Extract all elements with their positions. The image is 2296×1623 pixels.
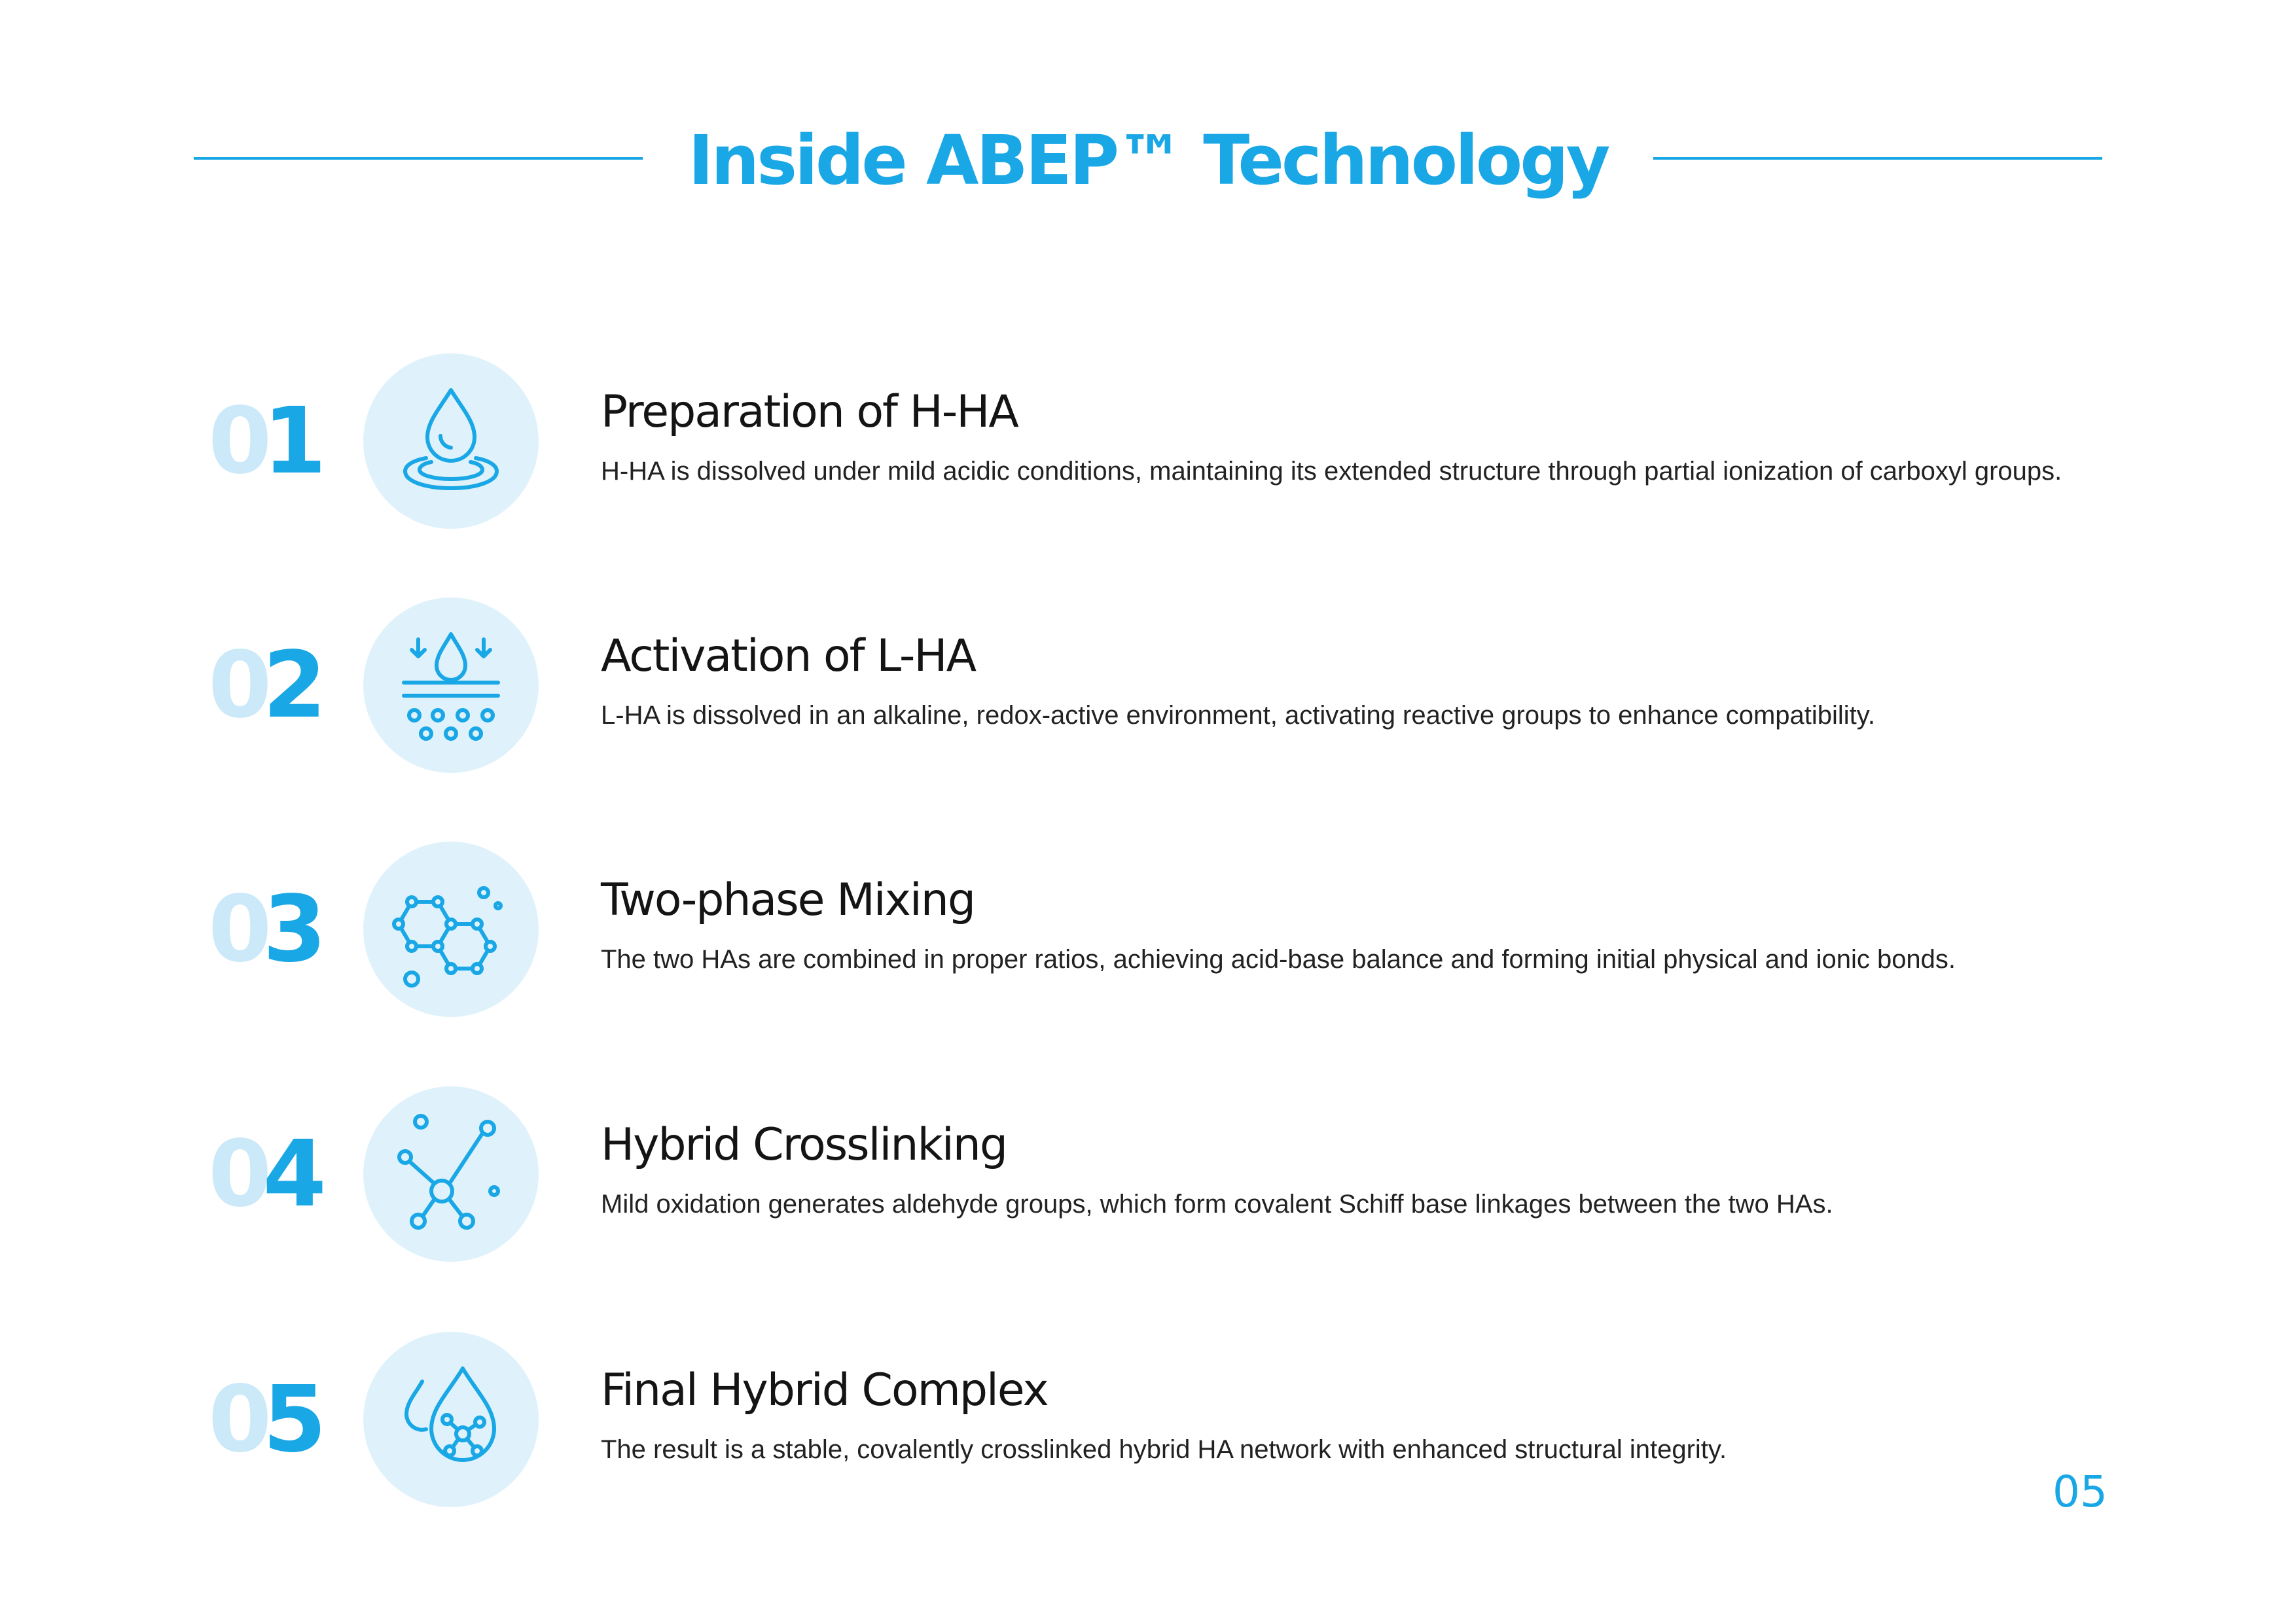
- process-step-4: [0, 1086, 2296, 1263]
- step-description: The result is a stable, covalently crosslinked hybrid HA network with enhanced structural integrity.: [601, 1435, 1727, 1464]
- step-number-main: 4: [262, 1121, 317, 1228]
- step-number-main: 3: [262, 876, 317, 983]
- process-step-2: [0, 597, 2296, 774]
- drop-molecule-icon: [363, 1332, 539, 1507]
- step-number-lead: 0: [208, 1121, 263, 1228]
- step-title: Activation of L-HA: [601, 630, 976, 682]
- step-number: [208, 876, 317, 983]
- step-number-lead: 0: [208, 388, 263, 495]
- step-number: [208, 1121, 317, 1228]
- water-drop-ripple-icon: [363, 353, 539, 529]
- step-number-main: 2: [262, 632, 317, 739]
- step-description: The two HAs are combined in proper ratios, achieving acid-base balance and forming initial physical and ionic bonds.: [601, 945, 1956, 974]
- process-step-5: [0, 1332, 2296, 1508]
- process-step-3: [0, 842, 2296, 1018]
- step-description: L-HA is dissolved in an alkaline, redox-active environment, activating reactive groups to enhance compatibility.: [601, 701, 1875, 730]
- step-number-main: 5: [262, 1366, 317, 1473]
- drop-absorption-icon: [363, 597, 539, 773]
- step-number: [208, 1366, 317, 1473]
- step-number: [208, 632, 317, 739]
- step-description: H-HA is dissolved under mild acidic conditions, maintaining its extended structure through partial ionization of carboxyl groups.: [601, 457, 2062, 486]
- step-number: [208, 388, 317, 495]
- step-title: Final Hybrid Complex: [601, 1364, 1048, 1416]
- step-number-lead: 0: [208, 1366, 263, 1473]
- step-number-main: 1: [262, 388, 317, 495]
- process-step-1: [0, 353, 2296, 530]
- step-number-lead: 0: [208, 876, 263, 983]
- header-divider-left: [194, 157, 643, 160]
- hexagon-molecule-icon: [363, 842, 539, 1017]
- molecular-network-icon: [363, 1086, 539, 1262]
- step-number-lead: 0: [208, 632, 263, 739]
- page-number: 05: [2053, 1467, 2108, 1517]
- step-title: Preparation of H-HA: [601, 386, 1018, 438]
- header-divider-right: [1653, 157, 2102, 160]
- step-title: Two-phase Mixing: [601, 874, 975, 926]
- step-title: Hybrid Crosslinking: [601, 1119, 1007, 1171]
- page-header: [0, 98, 2296, 229]
- step-description: Mild oxidation generates aldehyde groups, which form covalent Schiff base linkages between the two HAs.: [601, 1190, 1833, 1219]
- page-title: Inside ABEP™ Technology: [688, 120, 1608, 200]
